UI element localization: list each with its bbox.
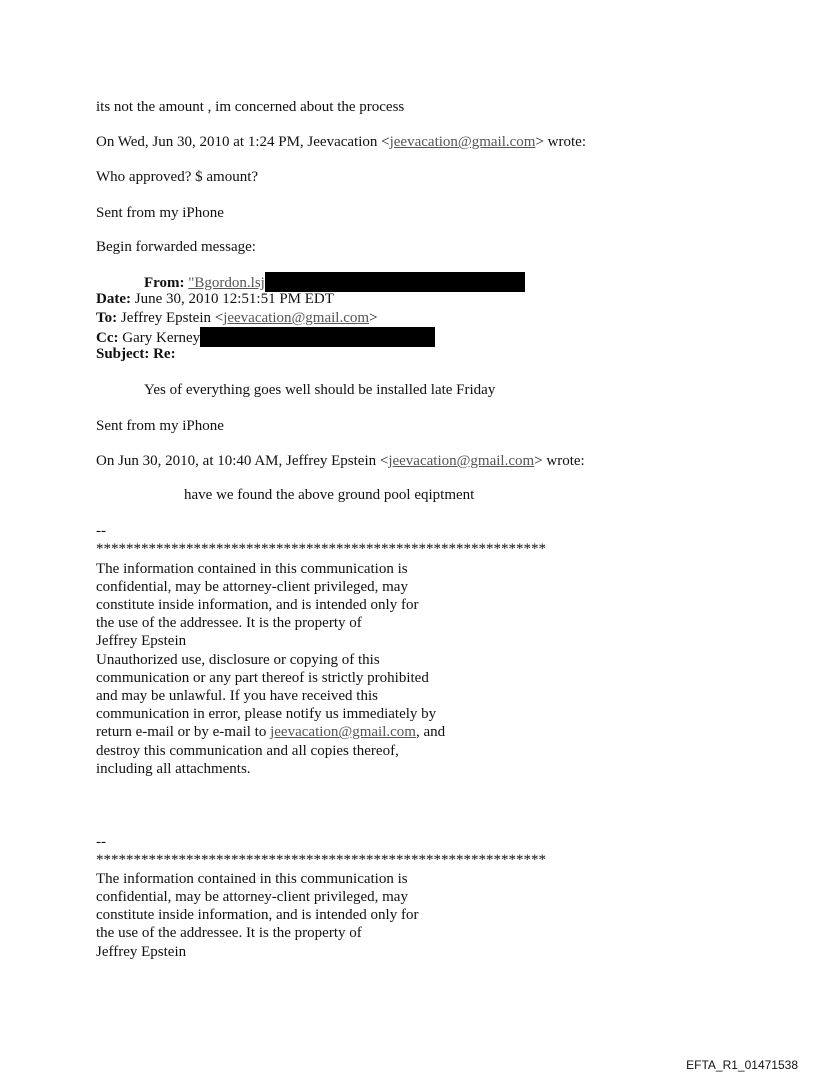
to-email-link[interactable]: jeevacation@gmail.com [223,310,370,326]
disclaimer-line: constitute inside information, and is intended only for [96,907,419,923]
quote-header-2-suffix: > wrote: [534,453,585,469]
disclaimer-line: including all attachments. [96,761,251,777]
original-body: have we found the above ground pool eqiptment [184,487,475,503]
sent-from-iphone: Sent from my iPhone [96,205,224,221]
subject-label: Subject: [96,346,150,362]
signature-dashes: -- [96,523,106,539]
sent-from-iphone-2: Sent from my iPhone [96,418,224,434]
disclaimer-line: confidential, may be attorney-client privileged, may [96,579,408,595]
to-label: To: [96,310,118,326]
disclaimer-line: the use of the addressee. It is the property of [96,925,362,941]
date-value: June 30, 2010 12:51:51 PM EDT [134,291,334,307]
email-link[interactable]: jeevacation@gmail.com [270,724,416,740]
cc-label: Cc: [96,330,119,346]
cc-value: Gary Kerney [122,330,201,346]
from-label: From: [144,275,185,291]
disclaimer-line: communication in error, please notify us immediately by [96,706,437,722]
forward-body: Yes of everything goes well should be installed late Friday [144,382,496,398]
disclaimer-line: and may be unlawful. If you have received this [96,688,378,704]
redaction-box [200,327,435,347]
quote-header-2-prefix: On Jun 30, 2010, at 10:40 AM, Jeffrey Epstein < [96,453,389,469]
to-row [96,309,378,327]
disclaimer-line: The information contained in this communication is [96,871,408,887]
from-value[interactable]: "Bgordon.lsj [188,275,265,291]
document-id: EFTA_R1_01471538 [686,1058,798,1072]
disclaimer-line: destroy this communication and all copies thereof, [96,743,399,759]
disclaimer-line: constitute inside information, and is intended only for [96,597,419,613]
begin-forwarded-label: Begin forwarded message: [96,239,256,255]
date-label: Date: [96,291,131,307]
date-row [96,290,334,308]
email-link[interactable]: jeevacation@gmail.com [389,134,536,150]
quote-header-1-prefix: On Wed, Jun 30, 2010 at 1:24 PM, Jeevacation < [96,134,390,150]
disclaimer-line: Unauthorized use, disclosure or copying of this [96,652,380,668]
redaction-box [265,272,525,292]
signature-stars: ************************************************************ [96,541,546,557]
subject-row [96,345,176,363]
from-row [144,272,525,292]
return-suffix: , and [415,724,446,740]
subject-value: Re: [153,346,176,362]
disclaimer-line: the use of the addressee. It is the property of [96,615,362,631]
disclaimer-line: The information contained in this communication is [96,561,408,577]
cc-row [96,327,435,347]
to-name: Jeffrey Epstein < [120,310,224,326]
quote-header-2 [96,452,585,470]
disclaimer-line: Jeffrey Epstein [96,944,187,960]
disclaimer-line: confidential, may be attorney-client privileged, may [96,889,408,905]
disclaimer-line: communication or any part thereof is strictly prohibited [96,670,429,686]
signature-dashes: -- [96,834,106,850]
disclaimer-return-line [96,723,445,741]
return-prefix: return e-mail or by e-mail to [96,724,271,740]
signature-stars: ************************************************************ [96,852,546,868]
quote-header-1-suffix: > wrote: [535,134,586,150]
reply-text: its not the amount , im concerned about the process [96,99,405,115]
quote-header-1 [96,133,586,151]
disclaimer-line: Jeffrey Epstein [96,633,187,649]
question-text: Who approved? $ amount? [96,169,259,185]
email-link[interactable]: jeevacation@gmail.com [388,453,535,469]
to-suffix: > [369,310,378,326]
